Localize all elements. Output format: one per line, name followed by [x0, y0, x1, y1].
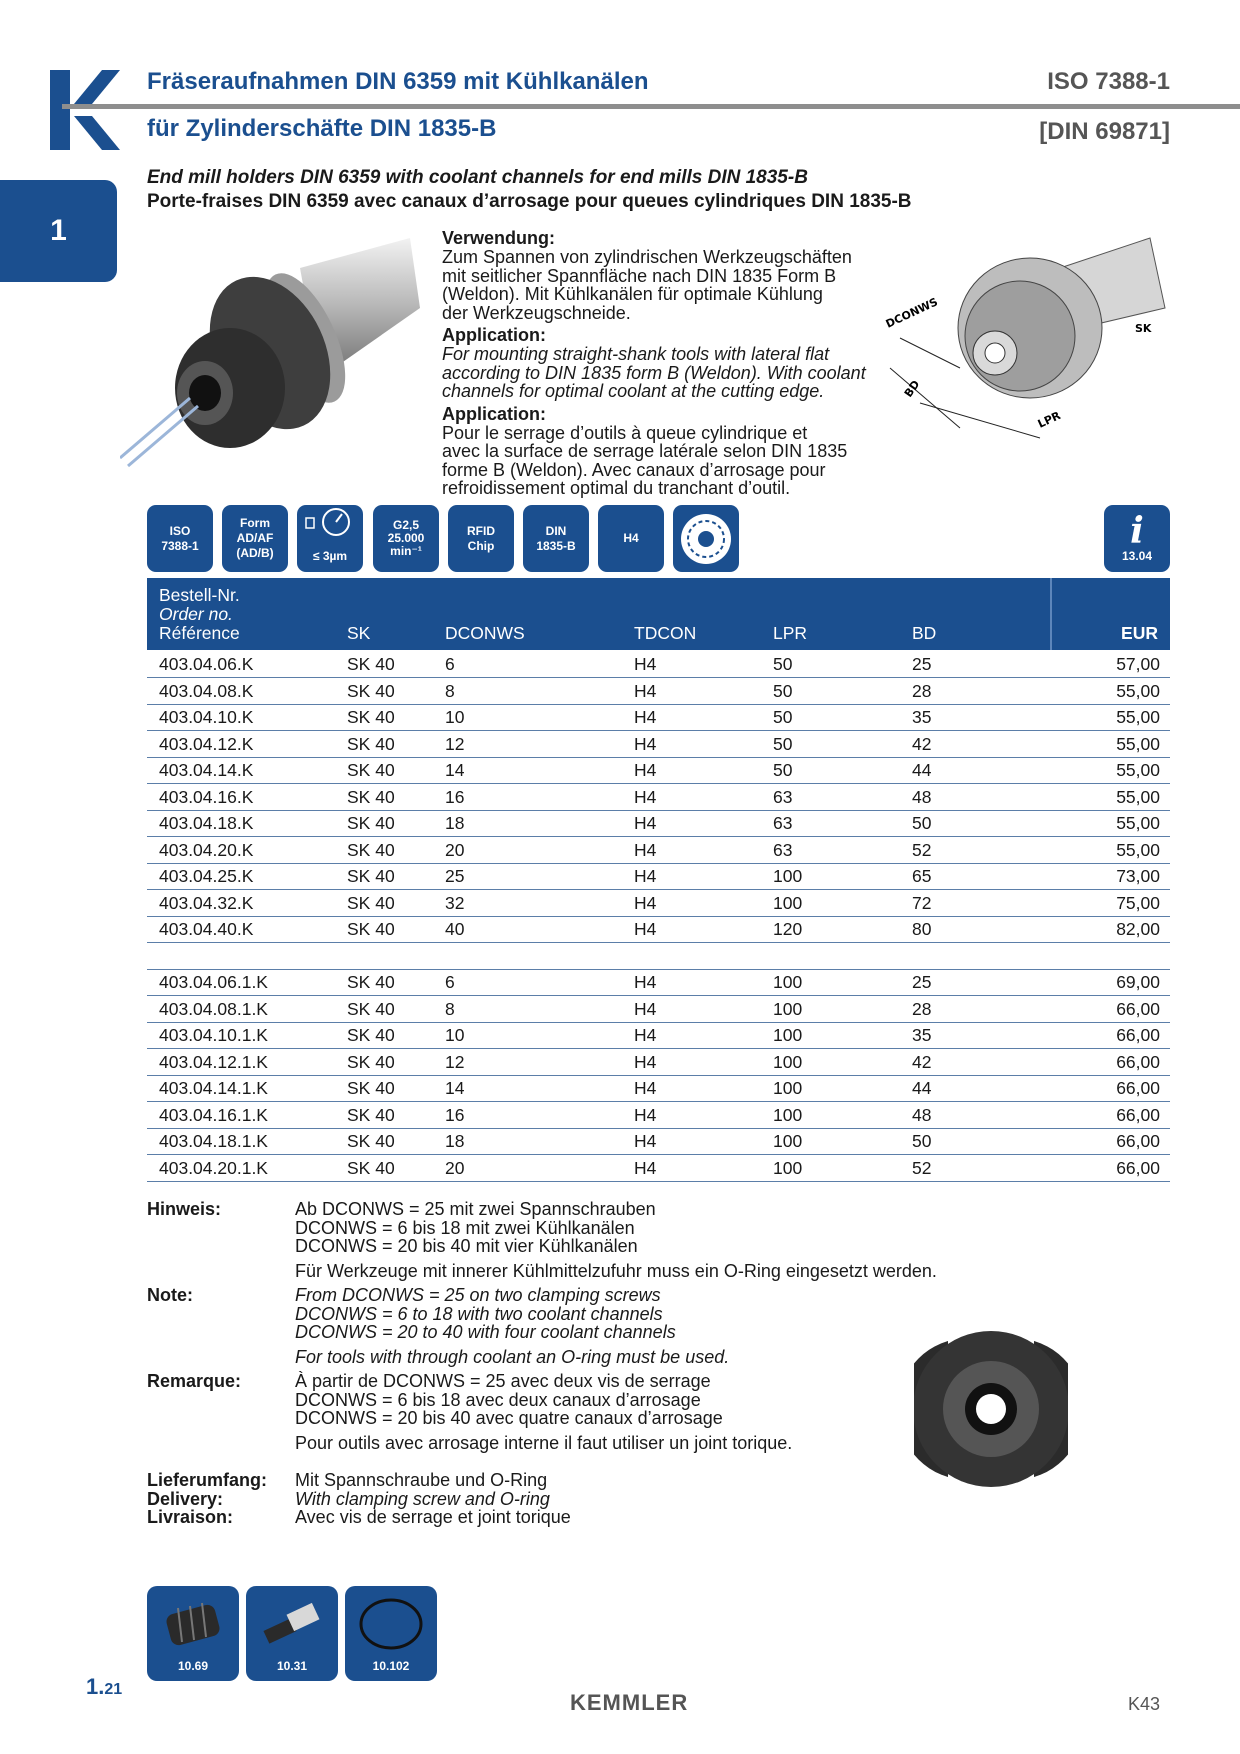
- table-row: [147, 1128, 1170, 1155]
- desc-de-line: mit seitlicher Spannfläche nach DIN 1835 Form B: [442, 265, 837, 286]
- subtitle-fr: Porte-fraises DIN 6359 avec canaux d’arrosage pour queues cylindriques DIN 1835-B: [147, 191, 912, 212]
- price-cell: 73,00: [1116, 866, 1160, 886]
- price-cell: 69,00: [1116, 972, 1160, 992]
- balance-badge: [373, 505, 439, 572]
- table-cell: 6: [445, 972, 455, 992]
- table-cell: 44: [912, 760, 932, 780]
- table-cell: 28: [912, 680, 932, 701]
- table-cell: SK 40: [347, 839, 395, 860]
- note-label: Note:: [147, 1285, 193, 1305]
- table-cell: H4: [634, 813, 657, 833]
- subtitle-en: End mill holders DIN 6359 with coolant channels for end mills DIN 1835-B: [147, 167, 808, 188]
- note-line: DCONWS = 20 bis 40 mit vier Kühlkanälen: [295, 1236, 638, 1256]
- col-bd: BD: [912, 623, 937, 643]
- runout-badge: [297, 505, 363, 572]
- table-cell: 12: [445, 1051, 465, 1072]
- table-cell: 403.04.16.1.K: [159, 1104, 268, 1125]
- note-line: For tools with through coolant an O-ring must be used.: [295, 1346, 730, 1367]
- delivery-label-en: Delivery:: [147, 1488, 224, 1509]
- rfid-line: RFID: [467, 523, 495, 538]
- note-text: [295, 1286, 729, 1366]
- table-cell: 48: [912, 786, 932, 807]
- balance-line: min⁻¹: [390, 544, 422, 558]
- table-spacer-row: [147, 943, 1170, 970]
- table-cell: 32: [445, 892, 465, 913]
- table-cell: H4: [634, 919, 657, 939]
- table-cell: 72: [912, 892, 932, 913]
- price-cell: 55,00: [1116, 839, 1160, 860]
- accessory-10-69[interactable]: [147, 1586, 239, 1681]
- table-cell: 100: [773, 1051, 803, 1072]
- table-cell: 52: [912, 839, 932, 860]
- title-line-1: Fräseraufnahmen DIN 6359 mit Kühlkanälen: [147, 68, 649, 95]
- table-cell: 25: [912, 654, 932, 674]
- table-cell: 403.04.20.K: [159, 839, 254, 860]
- table-cell: 403.04.12.1.K: [159, 1051, 268, 1072]
- table-row: [147, 678, 1170, 705]
- note-line: À partir de DCONWS = 25 avec deux vis de serrage: [295, 1371, 711, 1391]
- table-cell: 403.04.40.K: [159, 919, 254, 939]
- col-dconws: DCONWS: [445, 623, 525, 643]
- table-cell: 18: [445, 813, 465, 833]
- price-cell: 55,00: [1116, 786, 1160, 807]
- table-cell: 8: [445, 680, 455, 701]
- pull-stud-icon: [257, 1594, 327, 1654]
- accessory-10-102[interactable]: [345, 1586, 437, 1681]
- table-cell: 28: [912, 998, 932, 1019]
- desc-fr-line: avec la surface de serrage latérale selon DIN 1835: [442, 441, 848, 461]
- price-cell: 75,00: [1116, 892, 1160, 913]
- table-cell: H4: [634, 1131, 657, 1151]
- table-cell: H4: [634, 998, 657, 1019]
- note-line: From DCONWS = 25 on two clamping screws: [295, 1285, 661, 1305]
- table-cell: H4: [634, 1104, 657, 1125]
- table-cell: SK 40: [347, 654, 395, 674]
- desc-en-line: channels for optimal coolant at the cutting edge.: [442, 381, 825, 401]
- iso-badge-line: 7388-1: [161, 538, 199, 553]
- table-row: [147, 1102, 1170, 1129]
- table-cell: SK 40: [347, 1051, 395, 1072]
- delivery-fr: Avec vis de serrage et joint torique: [295, 1507, 571, 1527]
- iso-badge: [147, 505, 213, 572]
- remarque-text: [295, 1372, 792, 1452]
- table-cell: H4: [634, 1051, 657, 1072]
- table-cell: 403.04.18.K: [159, 813, 254, 833]
- table-cell: 35: [912, 1025, 932, 1045]
- set-screw-icon: [158, 1594, 228, 1654]
- rfid-line: Chip: [467, 538, 495, 553]
- delivery-en: With clamping screw and O-ring: [295, 1488, 550, 1509]
- table-cell: H4: [634, 866, 657, 886]
- table-cell: 403.04.32.K: [159, 892, 254, 913]
- table-row: [147, 916, 1170, 943]
- page-number-main: 1.: [86, 1674, 105, 1699]
- table-cell: H4: [634, 839, 657, 860]
- technical-drawing: [880, 228, 1170, 453]
- o-ring-icon: [356, 1594, 426, 1654]
- note-line: DCONWS = 6 bis 18 avec deux canaux d’arrosage: [295, 1389, 701, 1410]
- table-cell: 25: [445, 866, 465, 886]
- table-cell: H4: [634, 892, 657, 913]
- table-header: [147, 578, 1170, 650]
- accessory-code: 10.69: [177, 1659, 209, 1673]
- drawing-label-bd: BD: [901, 377, 923, 400]
- col-tdcon: TDCON: [634, 623, 697, 643]
- header-separator: [1050, 578, 1052, 650]
- accessory-code: 10.31: [276, 1659, 308, 1673]
- table-cell: 18: [445, 1131, 465, 1151]
- table-cell: 63: [773, 839, 793, 860]
- chapter-tab: 1: [0, 180, 117, 282]
- table-cell: 10: [445, 1025, 465, 1045]
- balance-line: G2,5: [392, 518, 419, 532]
- table-cell: 50: [773, 680, 793, 701]
- table-cell: 403.04.08.1.K: [159, 998, 268, 1019]
- hinweis-text: [295, 1200, 937, 1280]
- din-badge: [523, 505, 589, 572]
- table-cell: SK 40: [347, 786, 395, 807]
- table-cell: SK 40: [347, 1131, 395, 1151]
- table-cell: SK 40: [347, 866, 395, 886]
- desc-de-line: (Weldon). Mit Kühlkanälen für optimale Kühlung: [442, 284, 823, 304]
- note-line: Für Werkzeuge mit innerer Kühlmittelzufuhr muss ein O-Ring eingesetzt werden.: [295, 1260, 937, 1281]
- delivery-label-de: Lieferumfang:: [147, 1470, 268, 1490]
- table-cell: 403.04.06.1.K: [159, 972, 268, 992]
- table-cell: 52: [912, 1157, 932, 1178]
- page-number-sub: 21: [104, 1681, 123, 1698]
- table-cell: SK 40: [347, 680, 395, 701]
- table-cell: 42: [912, 733, 932, 754]
- table-cell: 50: [773, 654, 793, 674]
- standard-iso: ISO 7388-1: [1047, 68, 1170, 95]
- note-line: DCONWS = 20 bis 40 avec quatre canaux d’arrosage: [295, 1408, 723, 1428]
- table-cell: 100: [773, 866, 803, 886]
- table-cell: 403.04.08.K: [159, 680, 254, 701]
- table-cell: 403.04.14.1.K: [159, 1078, 268, 1098]
- table-row: [147, 1155, 1170, 1182]
- price-cell: 66,00: [1116, 1131, 1160, 1151]
- catalog-code: K43: [1127, 1694, 1160, 1714]
- table-cell: 20: [445, 839, 465, 860]
- table-cell: 100: [773, 972, 803, 992]
- col-lpr: LPR: [773, 623, 808, 643]
- col-order-de: Bestell-Nr.: [159, 585, 240, 605]
- desc-en-heading: Application:: [442, 325, 546, 345]
- table-cell: 50: [912, 813, 932, 833]
- delivery-labels: [147, 1471, 267, 1527]
- drawing-label-dconws: DCONWS: [883, 295, 940, 331]
- table-cell: 16: [445, 1104, 465, 1125]
- table-row: [147, 890, 1170, 917]
- form-badge-line: AD/AF: [236, 531, 274, 545]
- dial-gauge-icon: [302, 508, 358, 544]
- table-cell: 403.04.10.K: [159, 707, 254, 727]
- drawing-label-sk: SK: [1135, 322, 1152, 335]
- table-cell: 50: [773, 733, 793, 754]
- table-cell: 50: [773, 760, 793, 780]
- table-cell: SK 40: [347, 998, 395, 1019]
- accessory-10-31[interactable]: [246, 1586, 338, 1681]
- header-rule: [62, 104, 1240, 109]
- table-cell: SK 40: [347, 813, 395, 833]
- price-cell: 55,00: [1116, 680, 1160, 701]
- desc-en-line: For mounting straight-shank tools with lateral flat: [442, 344, 830, 364]
- table-cell: 16: [445, 786, 465, 807]
- col-order-en: Order no.: [159, 604, 233, 624]
- din-line: DIN: [545, 523, 567, 538]
- table-cell: SK 40: [347, 1157, 395, 1178]
- note-line: DCONWS = 20 to 40 with four coolant channels: [295, 1322, 676, 1342]
- table-cell: H4: [634, 1078, 657, 1098]
- form-badge-line: Form: [240, 516, 270, 530]
- balance-line: 25.000: [387, 531, 425, 545]
- price-cell: 66,00: [1116, 1078, 1160, 1098]
- desc-fr-heading: Application:: [442, 403, 546, 424]
- remarque-label: Remarque:: [147, 1371, 242, 1391]
- table-cell: 20: [445, 1157, 465, 1178]
- price-cell: 57,00: [1116, 654, 1160, 674]
- table-cell: 25: [912, 972, 932, 992]
- din-line: 1835-B: [536, 538, 576, 553]
- table-row: [147, 837, 1170, 864]
- table-cell: 403.04.10.1.K: [159, 1025, 268, 1045]
- table-row: [147, 1075, 1170, 1102]
- table-cell: 80: [912, 919, 932, 939]
- product-photo-holder: [120, 228, 430, 468]
- desc-fr-line: refroidissement optimal du tranchant d’outil.: [442, 478, 791, 498]
- price-cell: 82,00: [1116, 919, 1160, 939]
- coolant-icon: [673, 505, 739, 572]
- table-cell: H4: [634, 972, 657, 992]
- desc-de-line: der Werkzeugschneide.: [442, 302, 631, 323]
- table-cell: 100: [773, 1131, 803, 1151]
- table-row: [147, 1049, 1170, 1076]
- table-cell: H4: [634, 654, 657, 674]
- info-icon: i: [1130, 510, 1144, 552]
- desc-de-line: Zum Spannen von zylindrischen Werkzeugschäften: [442, 247, 852, 267]
- runout-value: ≤ 3µm: [312, 549, 348, 563]
- desc-fr-line: Pour le serrage d’outils à queue cylindrique et: [442, 422, 808, 443]
- table-cell: H4: [634, 1157, 657, 1178]
- page-number: [86, 1674, 122, 1700]
- table-cell: 100: [773, 1157, 803, 1178]
- hinweis-label: Hinweis:: [147, 1199, 222, 1219]
- table-cell: 403.04.20.1.K: [159, 1157, 268, 1178]
- col-sk: SK: [347, 623, 371, 643]
- table-cell: 403.04.06.K: [159, 654, 254, 674]
- note-line: DCONWS = 6 to 18 with two coolant channels: [295, 1303, 663, 1324]
- table-cell: SK 40: [347, 760, 395, 780]
- drawing-label-lpr: LPR: [1035, 408, 1063, 431]
- table-cell: SK 40: [347, 707, 395, 727]
- brand-wordmark: KEMMLER: [570, 1690, 689, 1715]
- table-cell: H4: [634, 760, 657, 780]
- note-line: Pour outils avec arrosage interne il faut utiliser un joint torique.: [295, 1432, 793, 1453]
- table-row: [147, 651, 1170, 678]
- form-badge: [222, 505, 288, 572]
- info-badge[interactable]: [1104, 505, 1170, 572]
- info-ref: 13.04: [1121, 549, 1153, 563]
- table-cell: 42: [912, 1051, 932, 1072]
- delivery-de: Mit Spannschraube und O-Ring: [295, 1470, 548, 1490]
- table-cell: 100: [773, 1104, 803, 1125]
- rfid-badge: [448, 505, 514, 572]
- desc-en-line: according to DIN 1835 form B (Weldon). With coolant: [442, 362, 866, 383]
- table-cell: 100: [773, 1025, 803, 1045]
- table-cell: 403.04.12.K: [159, 733, 254, 754]
- price-cell: 66,00: [1116, 998, 1160, 1019]
- table-cell: H4: [634, 680, 657, 701]
- table-row: [147, 731, 1170, 758]
- price-cell: 66,00: [1116, 1025, 1160, 1045]
- desc-fr-line: forme B (Weldon). Avec canaux d’arrosage pour: [442, 459, 826, 480]
- table-row: [147, 1022, 1170, 1049]
- table-row: [147, 810, 1170, 837]
- table-row: [147, 784, 1170, 811]
- table-cell: 10: [445, 707, 465, 727]
- table-cell: H4: [634, 1025, 657, 1045]
- table-cell: 14: [445, 760, 465, 780]
- table-cell: H4: [634, 733, 657, 754]
- col-order-fr: Référence: [159, 623, 240, 643]
- table-cell: 44: [912, 1078, 932, 1098]
- standard-din: [DIN 69871]: [1039, 118, 1170, 145]
- description-block: [442, 229, 892, 498]
- iso-badge-line: ISO: [169, 523, 191, 538]
- col-eur: EUR: [1121, 623, 1158, 643]
- title-line-2: für Zylinderschäfte DIN 1835-B: [147, 115, 497, 142]
- holder-front-view: [898, 1326, 1084, 1492]
- delivery-label-fr: Livraison:: [147, 1507, 234, 1527]
- table-cell: SK 40: [347, 919, 395, 939]
- table-row: [147, 969, 1170, 996]
- form-badge-line: (AD/B): [236, 546, 274, 560]
- table-cell: 35: [912, 707, 932, 727]
- table-cell: 100: [773, 892, 803, 913]
- table-row: [147, 863, 1170, 890]
- table-cell: 63: [773, 813, 793, 833]
- table-cell: SK 40: [347, 1104, 395, 1125]
- note-line: Ab DCONWS = 25 mit zwei Spannschrauben: [295, 1199, 656, 1219]
- table-row: [147, 704, 1170, 731]
- table-cell: H4: [634, 786, 657, 807]
- note-line: DCONWS = 6 bis 18 mit zwei Kühlkanälen: [295, 1217, 635, 1238]
- table-cell: SK 40: [347, 1078, 395, 1098]
- price-cell: 55,00: [1116, 707, 1160, 727]
- desc-de-heading: Verwendung:: [442, 228, 556, 248]
- accessory-code: 10.102: [372, 1659, 410, 1673]
- table-cell: 50: [773, 707, 793, 727]
- price-cell: 66,00: [1116, 1157, 1160, 1178]
- h4-badge: H4: [598, 505, 664, 572]
- table-cell: SK 40: [347, 892, 395, 913]
- table-row: [147, 996, 1170, 1023]
- kemmler-k-logo: [50, 70, 120, 150]
- price-cell: 55,00: [1116, 813, 1160, 833]
- table-cell: SK 40: [347, 972, 395, 992]
- table-cell: 65: [912, 866, 932, 886]
- table-cell: 12: [445, 733, 465, 754]
- table-cell: 6: [445, 654, 455, 674]
- table-cell: 403.04.16.K: [159, 786, 254, 807]
- table-cell: 403.04.18.1.K: [159, 1131, 268, 1151]
- table-cell: 48: [912, 1104, 932, 1125]
- table-cell: 100: [773, 998, 803, 1019]
- table-cell: 403.04.14.K: [159, 760, 254, 780]
- table-cell: 40: [445, 919, 465, 939]
- table-cell: 14: [445, 1078, 465, 1098]
- table-cell: H4: [634, 707, 657, 727]
- table-cell: 120: [773, 919, 803, 939]
- price-cell: 55,00: [1116, 733, 1160, 754]
- table-row: [147, 757, 1170, 784]
- table-cell: 63: [773, 786, 793, 807]
- delivery-text: [295, 1471, 571, 1527]
- table-cell: 50: [912, 1131, 932, 1151]
- price-cell: 66,00: [1116, 1051, 1160, 1072]
- table-cell: SK 40: [347, 733, 395, 754]
- table-cell: SK 40: [347, 1025, 395, 1045]
- table-cell: 100: [773, 1078, 803, 1098]
- price-cell: 66,00: [1116, 1104, 1160, 1125]
- coolant-channel-icon: [678, 511, 734, 567]
- table-cell: 403.04.25.K: [159, 866, 254, 886]
- price-cell: 55,00: [1116, 760, 1160, 780]
- table-cell: 8: [445, 998, 455, 1019]
